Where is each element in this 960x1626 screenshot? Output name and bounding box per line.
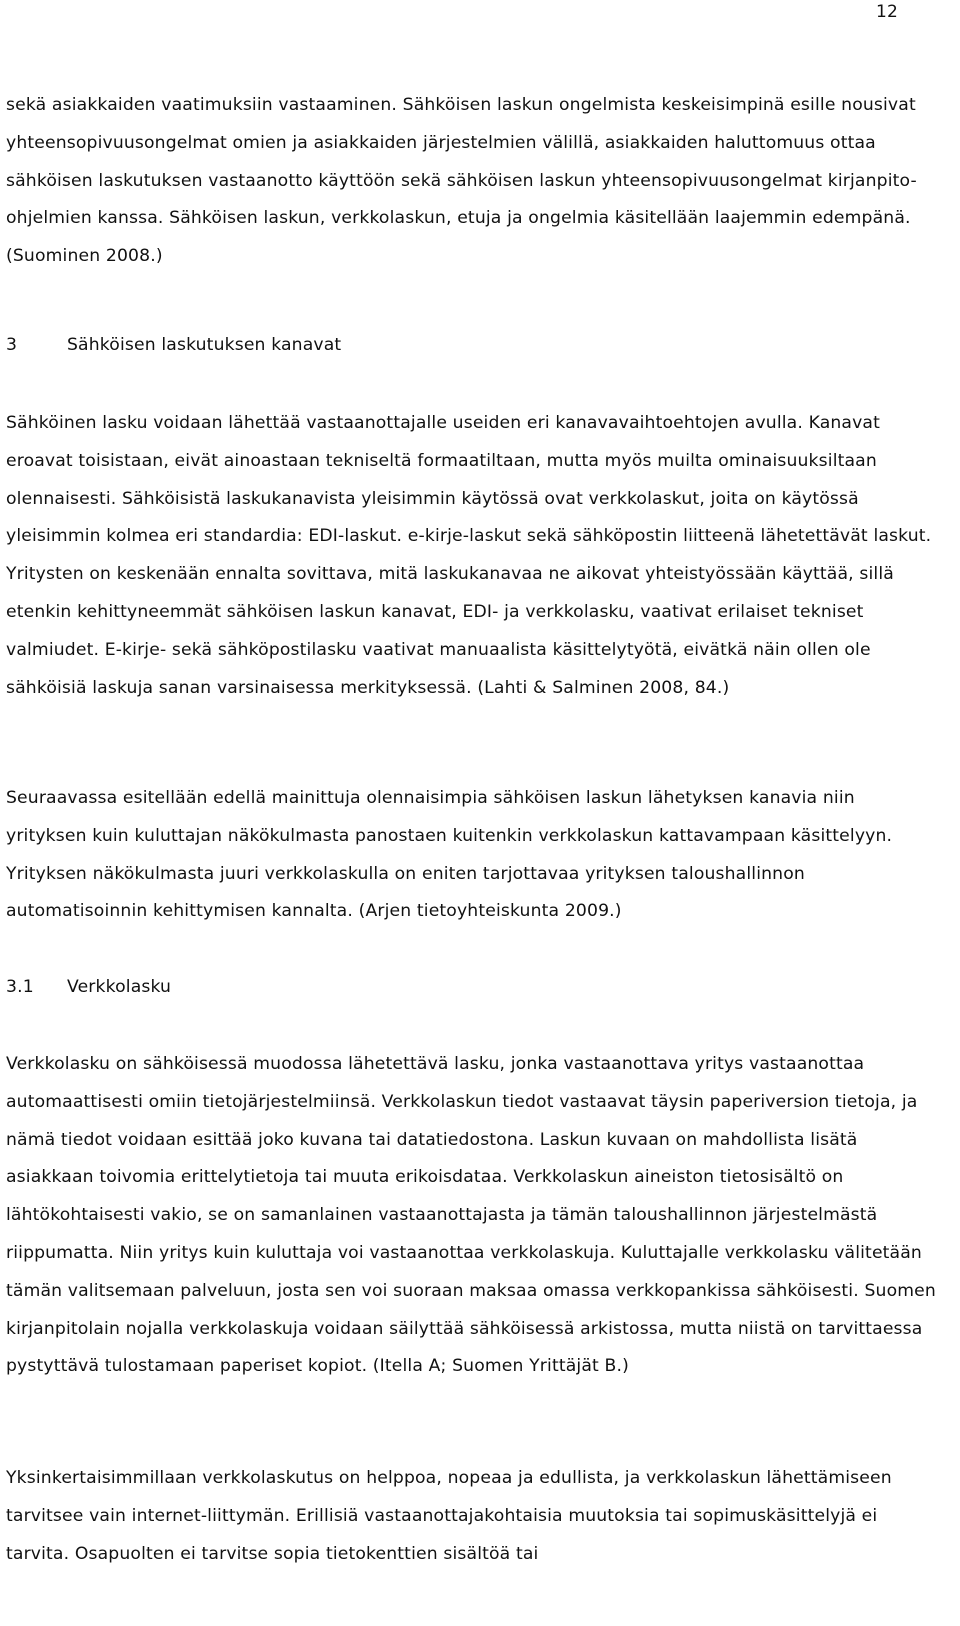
section-number: 3.1 (6, 977, 34, 997)
page-number: 12 (875, 2, 898, 22)
section-heading-3 (6, 333, 341, 357)
paragraph-channels: Sähköinen lasku voidaan lähettää vastaanottajalle useiden eri kanavavaihtoehtojen avulla. Kanavat eroavat toisistaan, eivät ainoastaan tekniseltä formaatiltaan, mutta myös muilta ominaisuuksiltaan olennaisesti. Sähköisistä laskukanavista yleisimmin käytössä ovat verkkolaskut, joita on käytössä yleisimmin kolmea eri standardia: EDI-laskut. e-kirje-laskut sekä sähköpostin liitteenä lähetettävät laskut. Yritysten on keskenään ennalta sovittava, mitä laskukanavaa ne aikovat yhteistyössään käyttää, sillä etenkin kehittyneemmät sähköisen laskun kanavat, EDI- ja verkkolasku, vaativat erilaiset tekniset valmiudet. E-kirje- sekä sähköpostilasku vaativat manuaalista käsittelytyötä, eivätkä näin ollen ole sähköisiä laskuja sanan varsinaisessa merkityksessä. (Lahti & Salminen 2008, 84.) (6, 413, 932, 698)
paragraph-intro: sekä asiakkaiden vaatimuksiin vastaaminen. Sähköisen laskun ongelmista keskeisimpinä esille nousivat yhteensopivuusongelmat omien ja asiakkaiden järjestelmien välillä, asiakkaiden haluttomuus ottaa sähköisen laskutuksen vastaanotto käyttöön sekä sähköisen laskun yhteensopivuusongelmat kirjanpito-ohjelmien kanssa. Sähköisen laskun, verkkolaskun, etuja ja ongelmia käsitellään laajemmin edempänä. (Suominen 2008.) (6, 95, 917, 267)
paragraph-verkkolasku: Verkkolasku on sähköisessä muodossa lähetettävä lasku, jonka vastaanottava yritys vastaanottaa automaattisesti omiin tietojärjestelmiinsä. Verkkolaskun tiedot vastaavat täysin paperiversion tietoja, ja nämä tiedot voidaan esittää joko kuvana tai datatiedostona. Laskun kuvaan on mahdollista lisätä asiakkaan toivomia erittelytietoja tai muuta erikoisdataa. Verkkolaskun aineiston tietosisältö on lähtökohtaisesti vakio, se on samanlainen vastaanottajasta ja tämän taloushallinnon järjestelmästä riippumatta. Niin yritys kuin kuluttaja voi vastaanottaa verkkolaskuja. Kuluttajalle verkkolasku välitetään tämän valitsemaan palveluun, josta sen voi suoraan maksaa omassa verkkopankissa sähköisesti. Suomen kirjanpitolain nojalla verkkolaskuja voidaan säilyttää sähköisessä arkistossa, mutta niistä on tarvittaessa pystyttävä tulostamaan paperiset kopiot. (Itella A; Suomen Yrittäjät B.) (6, 1054, 936, 1377)
paragraph-simple: Yksinkertaisimmillaan verkkolaskutus on helppoa, nopeaa ja edullista, ja verkkolaskun lähettämiseen tarvitsee vain internet-liittymän. Erillisiä vastaanottajakohtaisia muutoksia tai sopimuskäsittelyjä ei tarvita. Osapuolten ei tarvitse sopia tietokenttien sisältöä tai (6, 1468, 892, 1564)
paragraph-overview: Seuraavassa esitellään edellä mainittuja olennaisimpia sähköisen laskun lähetyksen kanavia niin yrityksen kuin kuluttajan näkökulmasta panostaen kuitenkin verkkolaskun kattavampaan käsittelyyn. Yrityksen näkökulmasta juuri verkkolaskulla on eniten tarjottavaa yrityksen taloushallinnon automatisoinnin kehittymisen kannalta. (Arjen tietoyhteiskunta 2009.) (6, 788, 893, 922)
section-title: Sähköisen laskutuksen kanavat (67, 335, 342, 355)
section-title: Verkkolasku (67, 977, 172, 997)
section-number: 3 (6, 335, 18, 355)
section-heading-3-1 (6, 975, 171, 999)
